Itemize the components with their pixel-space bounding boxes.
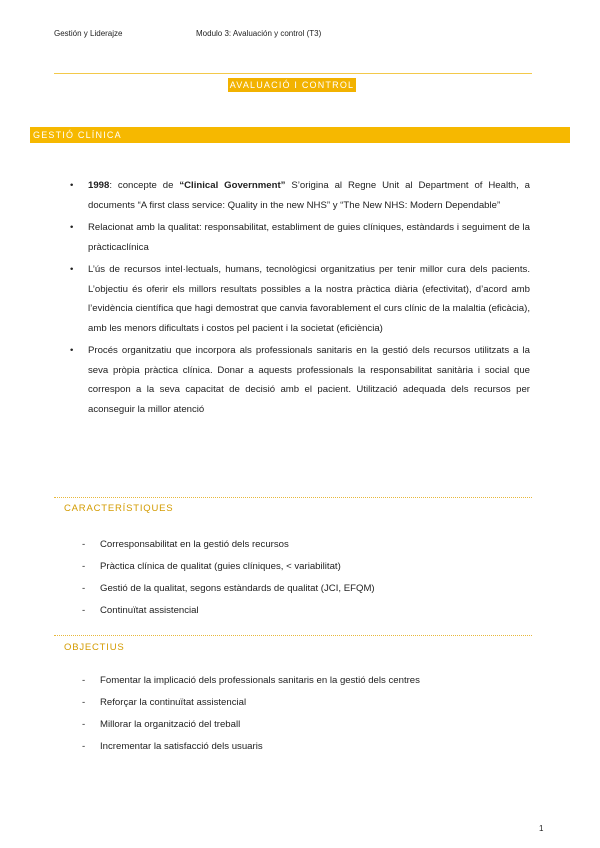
bullet-icon: • xyxy=(70,345,74,356)
list-item xyxy=(82,736,512,758)
list-item xyxy=(82,692,512,714)
item-text: Incrementar la satisfacció dels usuaris xyxy=(100,741,263,752)
header-center: Modulo 3: Avaluación y control (T3) xyxy=(196,29,322,38)
list-item xyxy=(82,556,512,578)
dash-icon: - xyxy=(82,741,86,752)
item-text: Reforçar la continuïtat assistencial xyxy=(100,697,247,708)
list-item xyxy=(70,176,530,215)
bullet-text: : concepte de xyxy=(109,180,180,191)
caracteristiques-rule xyxy=(54,497,532,498)
list-item xyxy=(82,534,512,556)
dash-icon: - xyxy=(82,561,86,572)
dash-icon: - xyxy=(82,697,86,708)
dash-icon: - xyxy=(82,605,86,616)
item-text: Corresponsabilitat en la gestió dels recursos xyxy=(100,539,289,550)
list-item xyxy=(82,670,512,692)
list-item xyxy=(82,578,512,600)
section-heading-gestio-clinica: GESTIÓ CLÍNICA xyxy=(30,127,570,143)
header-left: Gestión y Liderajze xyxy=(54,29,123,38)
intro-bullet-list xyxy=(70,176,530,422)
dash-icon: - xyxy=(82,583,86,594)
list-item xyxy=(70,341,530,419)
page-title: AVALUACIÓ I CONTROL xyxy=(229,80,355,90)
item-text: Millorar la organització del treball xyxy=(100,719,241,730)
objectius-heading: OBJECTIUS xyxy=(64,642,125,653)
page-number: 1 xyxy=(539,824,544,833)
dash-icon: - xyxy=(82,675,86,686)
item-text: Continuïtat assistencial xyxy=(100,605,199,616)
year-text: 1998 xyxy=(88,180,110,191)
objectius-rule xyxy=(54,635,532,636)
title-top-rule xyxy=(54,73,532,74)
bullet-text: S’origina al Regne Unit al Department of Health, a documents “A first class service: Quality in the new NHS” y “The New NHS: Modern Dependable” xyxy=(88,180,530,211)
list-item xyxy=(70,218,530,257)
list-item xyxy=(82,714,512,736)
item-text: Gestió de la qualitat, segons estàndards de qualitat (JCI, EFQM) xyxy=(100,583,375,594)
term-text: “Clinical Government” xyxy=(179,180,286,191)
caracteristiques-list xyxy=(82,534,512,622)
bullet-icon: • xyxy=(70,180,74,191)
item-text: Pràctica clínica de qualitat (guies clíniques, < variabilitat) xyxy=(100,561,341,572)
dash-icon: - xyxy=(82,539,86,550)
list-item xyxy=(70,260,530,338)
bullet-text: Relacionat amb la qualitat: responsabilitat, establiment de guies clíniques, estàndards i seguiment de la pràcticaclínica xyxy=(88,222,530,253)
list-item xyxy=(82,600,512,622)
bullet-icon: • xyxy=(70,222,74,233)
item-text: Fomentar la implicació dels professionals sanitaris en la gestió dels centres xyxy=(100,675,420,686)
caracteristiques-heading: CARACTERÍSTIQUES xyxy=(64,503,174,514)
bullet-text: L’ús de recursos intel·lectuals, humans, tecnològicsi organitzatius per tenir millor cura dels pacients. L’objectiu és oferir els millors resultats possibles a la nostra pràctica diària (efectivitat), d’acord amb l’evidència científica que hagi demostrat que canvia favorablement el curs clínic de la malaltia (eficàcia), amb les menors dificultats i costos pel pacient i la societat (eficiència) xyxy=(88,264,530,334)
bullet-icon: • xyxy=(70,264,74,275)
objectius-list xyxy=(82,670,512,758)
dash-icon: - xyxy=(82,719,86,730)
bullet-text: Procés organitzatiu que incorpora als professionals sanitaris en la gestió dels recursos utilitzats a la seva pròpia pràctica clínica. Donar a aquests professionals la responsabilitat sanitària i social que correspon a la seva capacitat de decisió amb el pacient. Utilització adequada dels recursos per aconseguir la millor atenció xyxy=(88,345,530,415)
